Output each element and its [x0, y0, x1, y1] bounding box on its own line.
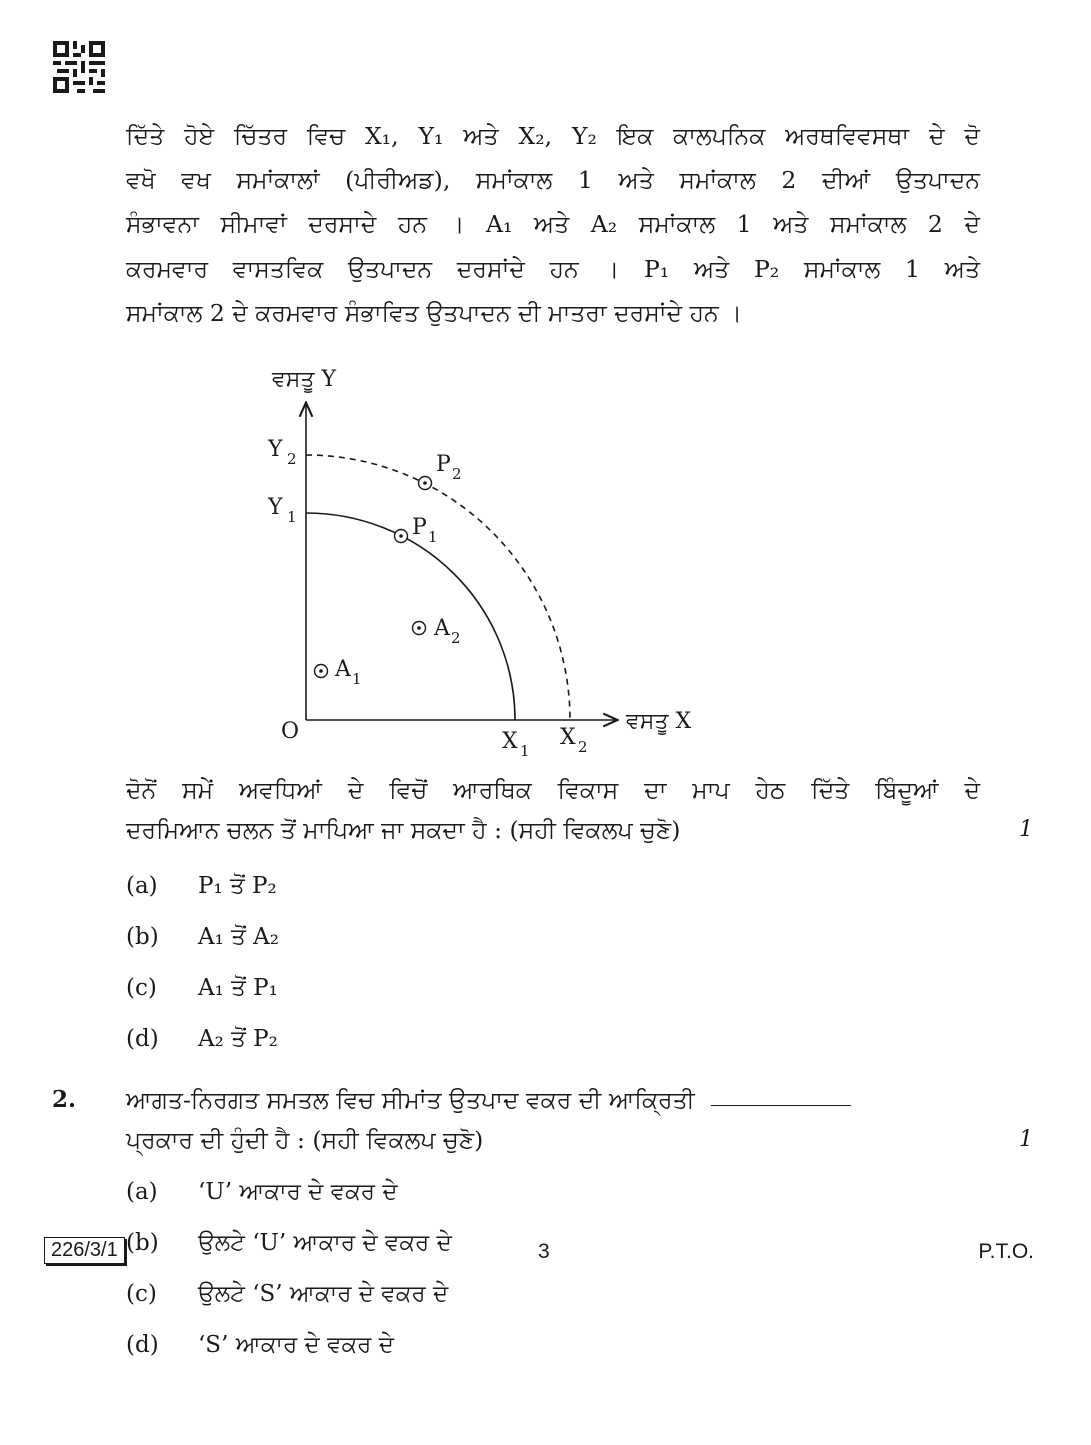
question-2-marks: 1 — [1019, 1127, 1033, 1152]
intro-line: ਕਰਮਵਾਰ ਵਾਸਤਵਿਕ ਉਤਪਾਦਨ ਦਰਸਾਂਦੇ ਹਨ । P₁ ਅਤੇ P₂ ਸਮਾਂਕਾਲ 1 ਅਤੇ — [126, 254, 980, 283]
p2-label: P — [436, 452, 451, 477]
option-label: (c) — [126, 1281, 157, 1307]
intro-line: ਦਿੱਤੇ ਹੋਏ ਚਿੱਤਰ ਵਿਚ X₁, Y₁ ਅਤੇ X₂, Y₂ ਇਕ ਕਾਲਪਨਿਕ ਅਰਥਵਿਵਸਥਾ ਦੇ ਦੋ — [126, 122, 980, 150]
option-text: ਉਲਟੇ ‘U’ ਆਕਾਰ ਦੇ ਵਕਰ ਦੇ — [198, 1230, 452, 1256]
a1-sub: 1 — [352, 670, 362, 688]
intro-line: ਸਮਾਂਕਾਲ 2 ਦੇ ਕਰਮਵਾਰ ਸੰਭਾਵਿਤ ਉਤਪਾਦਨ ਦੀ ਮਾਤਰਾ ਦਰਸਾਂਦੇ ਹਨ । — [126, 298, 743, 327]
question-1-option-a — [126, 871, 277, 901]
x-axis-label: ਵਸਤੂ X — [626, 709, 692, 734]
option-text: P₁ ਤੋਂ P₂ — [198, 873, 277, 899]
option-label: (d) — [126, 1332, 159, 1358]
ppc-curve-period-1 — [306, 513, 515, 720]
question-2-option-b — [126, 1228, 452, 1258]
p1-label: P — [412, 515, 427, 540]
option-label: (a) — [126, 1179, 158, 1205]
x1-sub: 1 — [520, 742, 530, 760]
p1-sub: 1 — [428, 528, 438, 546]
question-1-line: ਦੋਨੋਂ ਸਮੇਂ ਅਵਧਿਆਂ ਦੇ ਵਿਚੋਂ ਆਰਥਿਕ ਵਿਕਾਸ ਦਾ ਮਾਪ ਹੇਠ ਦਿੱਤੇ ਬਿੰਦੂਆਂ ਦੇ — [126, 776, 980, 804]
intro-line: ਵਖੋ ਵਖ ਸਮਾਂਕਾਲਾਂ (ਪੀਰੀਅਡ), ਸਮਾਂਕਾਲ 1 ਅਤੇ ਸਮਾਂਕਾਲ 2 ਦੀਆਂ ਉਤਪਾਦਨ — [126, 166, 980, 195]
option-text: A₁ ਤੋਂ A₂ — [198, 924, 280, 950]
point-p1 — [395, 530, 408, 543]
question-2-number: 2. — [52, 1086, 77, 1113]
question-2-line — [126, 1080, 980, 1120]
question-1-marks: 1 — [1019, 817, 1033, 842]
answer-blank — [711, 1104, 851, 1106]
question-2-line-text: ਆਗਤ-ਨਿਰਗਤ ਸਮਤਲ ਵਿਚ ਸੀਮਾਂਤ ਉਤਪਾਦ ਵਕਰ ਦੀ ਆਕ੍ਰਿਤੀ — [126, 1086, 695, 1114]
question-2-option-a — [126, 1177, 398, 1207]
question-1-option-d — [126, 1024, 278, 1054]
question-2-line: ਪ੍ਰਕਾਰ ਦੀ ਹੁੰਦੀ ਹੈ : (ਸਹੀ ਵਿਕਲਪ ਚੁਣੋ) — [126, 1126, 484, 1154]
question-2-option-c — [126, 1279, 448, 1309]
option-label: (b) — [126, 924, 159, 950]
a2-label: A — [434, 616, 450, 641]
option-text: A₁ ਤੋਂ P₁ — [198, 975, 278, 1001]
x2-label: X — [560, 725, 576, 750]
a2-sub: 2 — [451, 629, 461, 647]
question-2-option-d — [126, 1330, 394, 1360]
option-text: ‘S’ ਆਕਾਰ ਦੇ ਵਕਰ ਦੇ — [198, 1332, 394, 1358]
question-2-stem — [126, 1080, 980, 1160]
x1-label: X — [502, 729, 518, 754]
intro-line: ਸੰਭਾਵਨਾ ਸੀਮਾਵਾਂ ਦਰਸਾਦੇ ਹਨ । A₁ ਅਤੇ A₂ ਸਮਾਂਕਾਲ 1 ਅਤੇ ਸਮਾਂਕਾਲ 2 ਦੇ — [126, 210, 980, 239]
question-1-line: ਦਰਮਿਆਨ ਚਲਨ ਤੋਂ ਮਾਪਿਆ ਜਾ ਸਕਦਾ ਹੈ : (ਸਹੀ ਵਿਕਲਪ ਚੁਣੋ) — [126, 816, 681, 844]
page-number: 3 — [538, 1240, 550, 1263]
a1-label: A — [335, 657, 351, 682]
qr-code — [53, 41, 105, 93]
y2-sub: 2 — [287, 450, 297, 468]
option-label: (c) — [126, 975, 157, 1001]
option-text: ਉਲਟੇ ‘S’ ਆਕਾਰ ਦੇ ਵਕਰ ਦੇ — [198, 1281, 449, 1307]
option-text: A₂ ਤੋਂ P₂ — [198, 1026, 278, 1052]
point-p2 — [419, 477, 432, 490]
option-label: (d) — [126, 1026, 159, 1052]
intro-paragraph — [126, 114, 980, 335]
option-label: (a) — [126, 873, 158, 899]
x2-sub: 2 — [578, 738, 588, 756]
y1-sub: 1 — [287, 508, 297, 526]
y1-label: Y — [268, 495, 283, 520]
option-label: (b) — [126, 1230, 159, 1256]
question-1-option-c — [126, 973, 278, 1003]
question-1-option-b — [126, 922, 279, 952]
p2-sub: 2 — [452, 465, 462, 483]
point-a1 — [315, 665, 328, 678]
option-text: ‘U’ ਆਕਾਰ ਦੇ ਵਕਰ ਦੇ — [198, 1179, 398, 1205]
pto-label: P.T.O. — [978, 1240, 1034, 1263]
y2-label: Y — [268, 437, 283, 462]
paper-code: 226/3/1 — [44, 1237, 125, 1264]
point-a2 — [413, 622, 426, 635]
question-1-stem — [126, 770, 980, 850]
y-axis-label: ਵਸਤੂ Y — [272, 367, 337, 392]
ppc-diagram — [0, 355, 1091, 770]
origin-label: O — [281, 719, 300, 744]
